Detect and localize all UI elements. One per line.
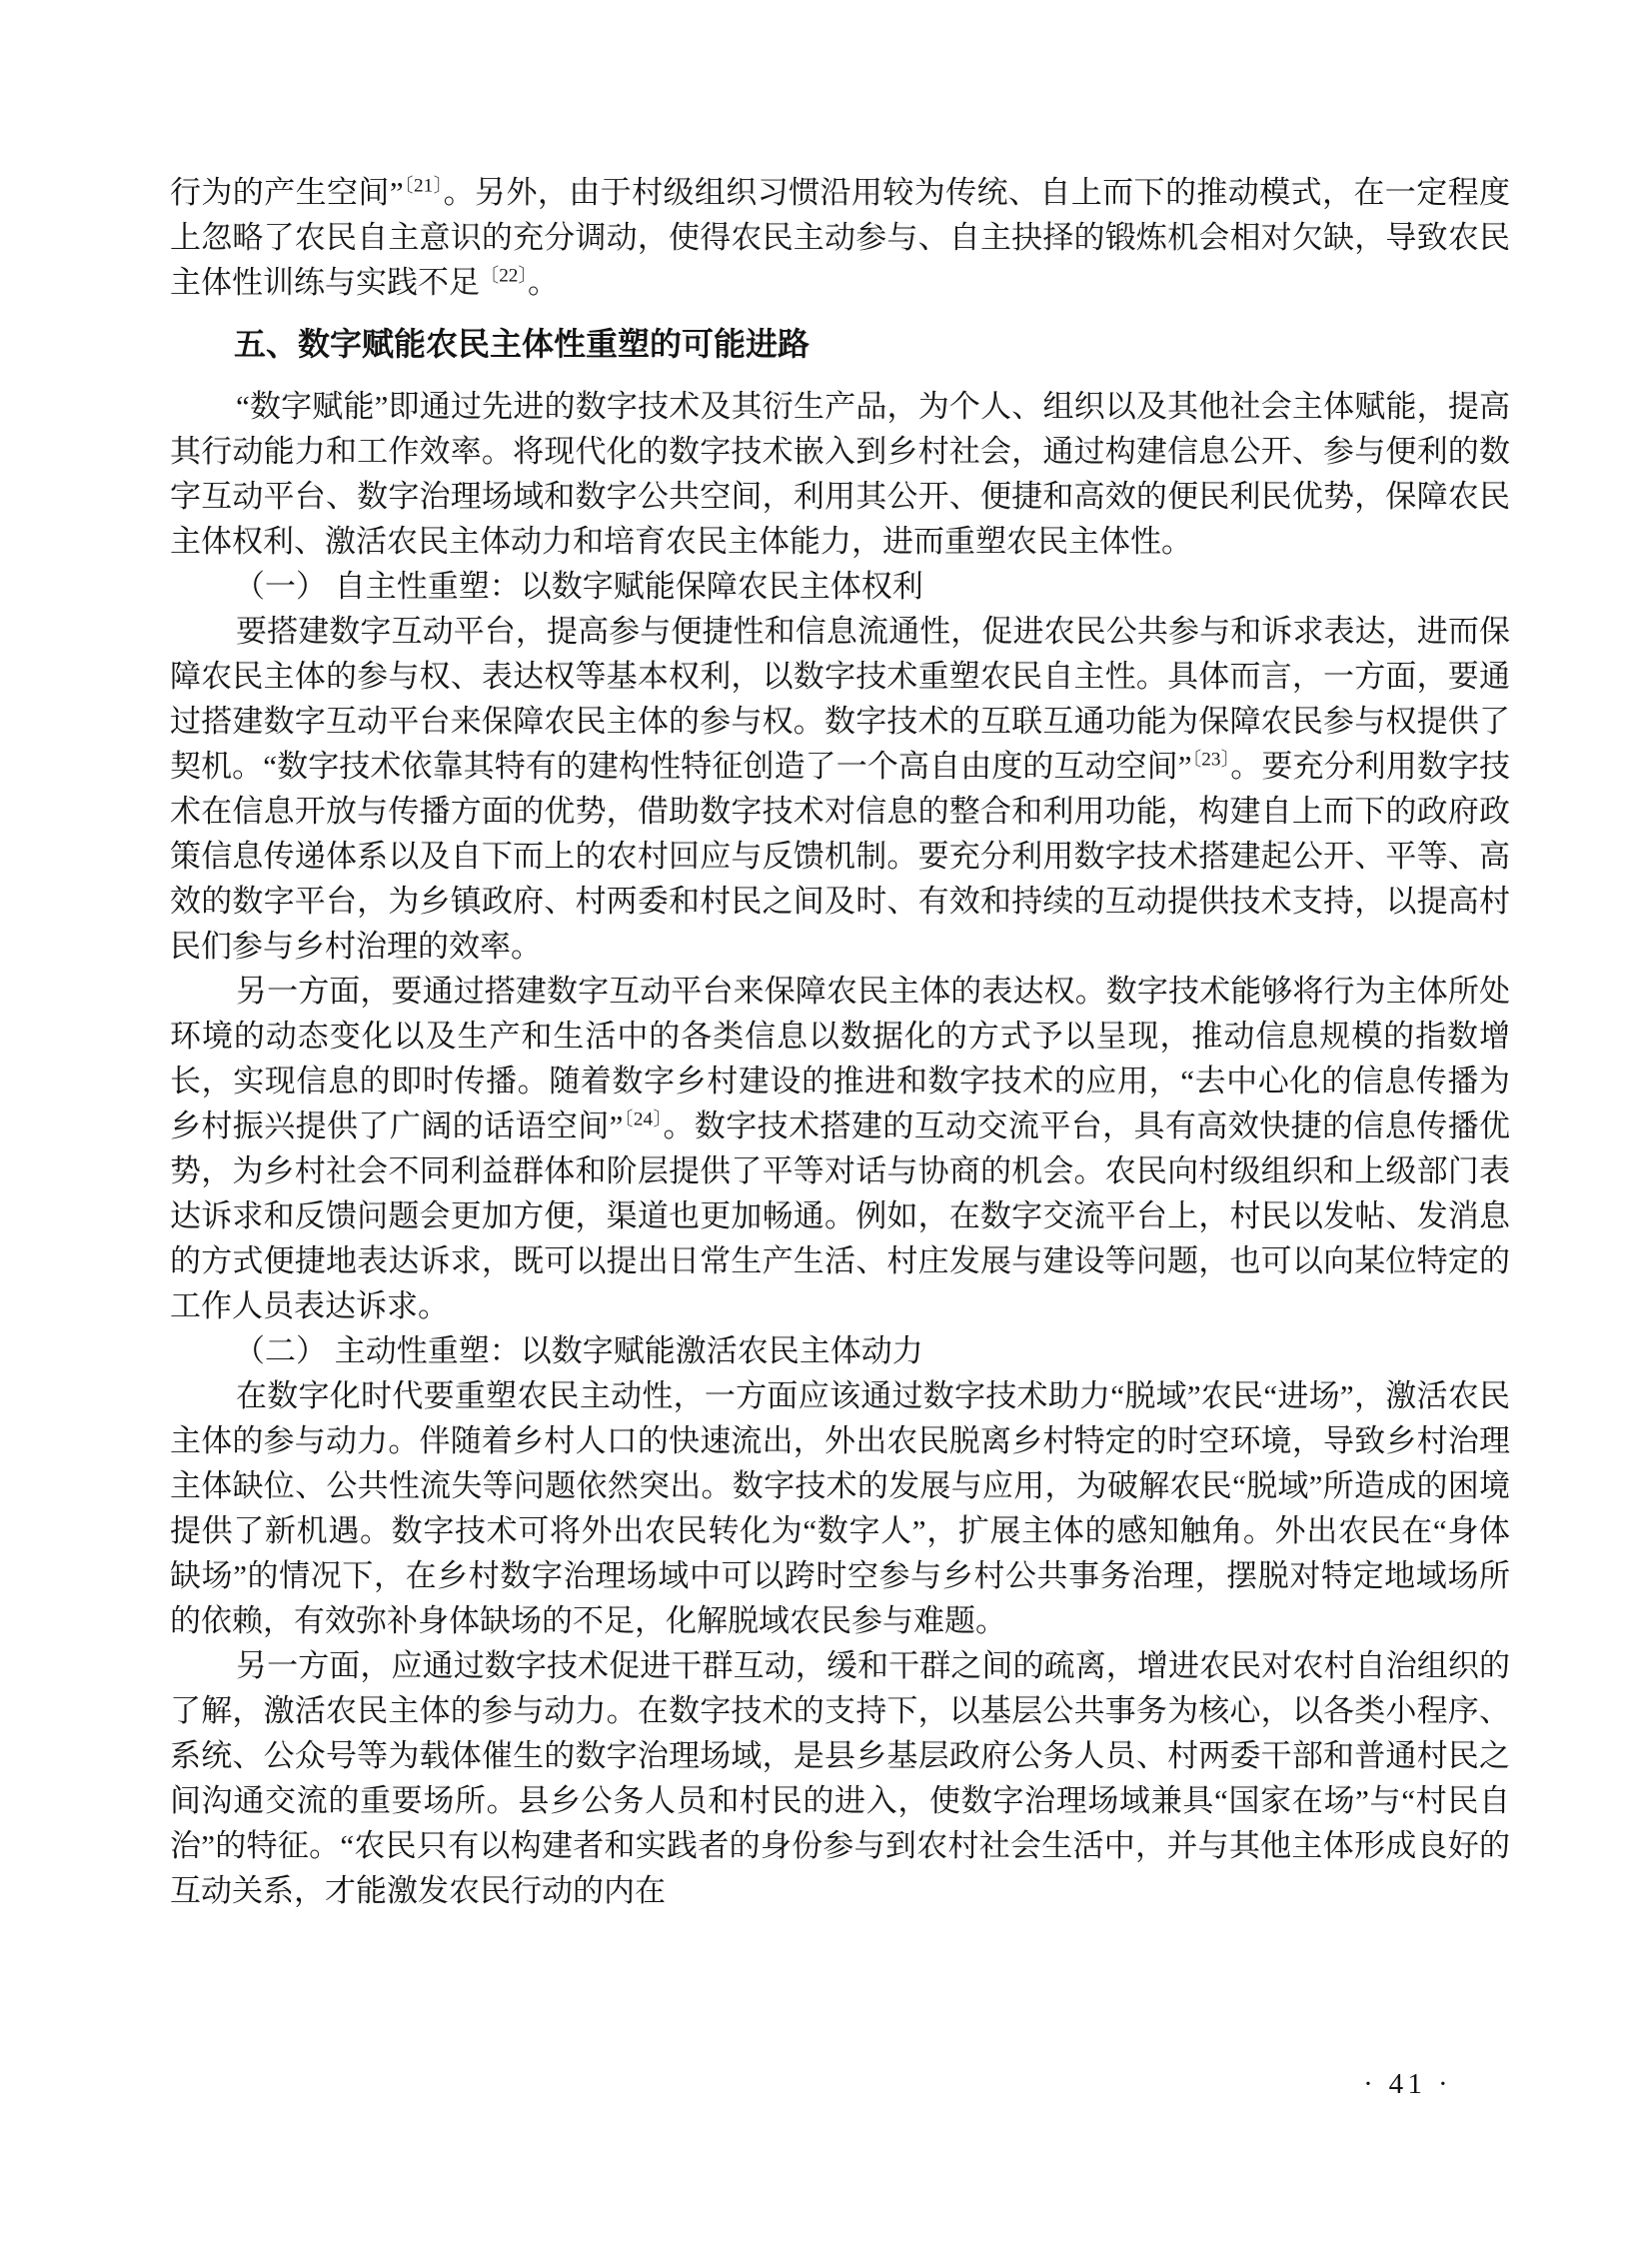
article-body bbox=[170, 170, 1510, 1913]
footnote-reference: 〔24〕 bbox=[623, 1109, 664, 1130]
subsection-heading: （二） 主动性重塑：以数字赋能激活农民主体动力 bbox=[234, 1333, 923, 1368]
footnote-reference: 〔21〕 bbox=[403, 175, 444, 197]
subsection-heading: （一） 自主性重塑：以数字赋能保障农民主体权利 bbox=[234, 569, 923, 604]
paragraph: 行为的产生空间”$^{〔21〕}$。另外，由于村级组织习惯沿用较为传统、自上而下的推动模式，在一定程度上忽略了农民自主意识的充分调动，使得农民主动参与、自主抉择的锻炼机会相对欠缺，导致农民主体性训练与实践不足$^{〔22〕}$。 bbox=[170, 175, 1511, 300]
paragraph: 另一方面，应通过数字技术促进干群互动，缓和干群之间的疏离，增进农民对农村自治组织的了解，激活农民主体的参与动力。在数字技术的支持下，以基层公共事务为核心，以各类小程序、系统、公众号等为载体催生的数字治理场域，是县乡基层政府公务人员、村两委干部和普通村民之间沟通交流的重要场所。县乡公务人员和村民的进入，使数字治理场域兼具“国家在场”与“村民自治”的特征。“农民只有以构建者和实践者的身份参与到农村社会生活中，并与其他主体形成良好的互动关系，才能激发农民行动的内在 bbox=[170, 1648, 1510, 1908]
paragraph: 要搭建数字互动平台，提高参与便捷性和信息流通性，促进农民公共参与和诉求表达，进而保障农民主体的参与权、表达权等基本权利，以数字技术重塑农民自主性。具体而言，一方面，要通过搭建数字互动平台来保障农民主体的参与权。数字技术的互联互通功能为保障农民参与权提供了契机。“数字技术依靠其特有的建构性特征创造了一个高自由度的互动空间”$^{〔23〕}$。要充分利用数字技术在信息开放与传播方面的优势，借助数字技术对信息的整合和利用功能，构建自上而下的政府政策信息传递体系以及自下而上的农村回应与反馈机制。要充分利用数字技术搭建起公开、平等、高效的数字平台，为乡镇政府、村两委和村民之间及时、有效和持续的互动提供技术支持，以提高村民们参与乡村治理的效率。 bbox=[170, 614, 1511, 964]
paragraph: “数字赋能”即通过先进的数字技术及其衍生产品，为个人、组织以及其他社会主体赋能，提高其行动能力和工作效率。将现代化的数字技术嵌入到乡村社会，通过构建信息公开、参与便利的数字互动平台、数字治理场域和数字公共空间，利用其公开、便捷和高效的便民利民优势，保障农民主体权利、激活农民主体动力和培育农民主体能力，进而重塑农民主体性。 bbox=[170, 389, 1510, 559]
section-heading: 五、数字赋能农民主体性重塑的可能进路 bbox=[234, 326, 811, 362]
footnote-reference: 〔23〕 bbox=[1191, 749, 1231, 771]
page-number: · 41 · bbox=[1363, 2068, 1452, 2100]
footnote-reference: 〔22〕 bbox=[480, 265, 529, 287]
paragraph: 在数字化时代要重塑农民主动性，一方面应该通过数字技术助力“脱域”农民“进场”，激活农民主体的参与动力。伴随着乡村人口的快速流出，外出农民脱离乡村特定的时空环境，导致乡村治理主体缺位、公共性流失等问题依然突出。数字技术的发展与应用，为破解农民“脱域”所造成的困境提供了新机遇。数字技术可将外出农民转化为“数字人”，扩展主体的感知触角。外出农民在“身体缺场”的情况下，在乡村数字治理场域中可以跨时空参与乡村公共事务治理，摆脱对特定地域场所的依赖，有效弥补身体缺场的不足，化解脱域农民参与难题。 bbox=[170, 1378, 1510, 1638]
paragraph: 另一方面，要通过搭建数字互动平台来保障农民主体的表达权。数字技术能够将行为主体所处环境的动态变化以及生产和生活中的各类信息以数据化的方式予以呈现，推动信息规模的指数增长，实现信息的即时传播。随着数字乡村建设的推进和数字技术的应用，“去中心化的信息传播为乡村振兴提供了广阔的话语空间”$^{〔24〕}$。数字技术搭建的互动交流平台，具有高效快捷的信息传播优势，为乡村社会不同利益群体和阶层提供了平等对话与协商的机会。农民向村级组织和上级部门表达诉求和反馈问题会更加方便，渠道也更加畅通。例如，在数字交流平台上，村民以发帖、发消息的方式便捷地表达诉求，既可以提出日常生产生活、村庄发展与建设等问题，也可以向某位特定的工作人员表达诉求。 bbox=[170, 974, 1511, 1323]
